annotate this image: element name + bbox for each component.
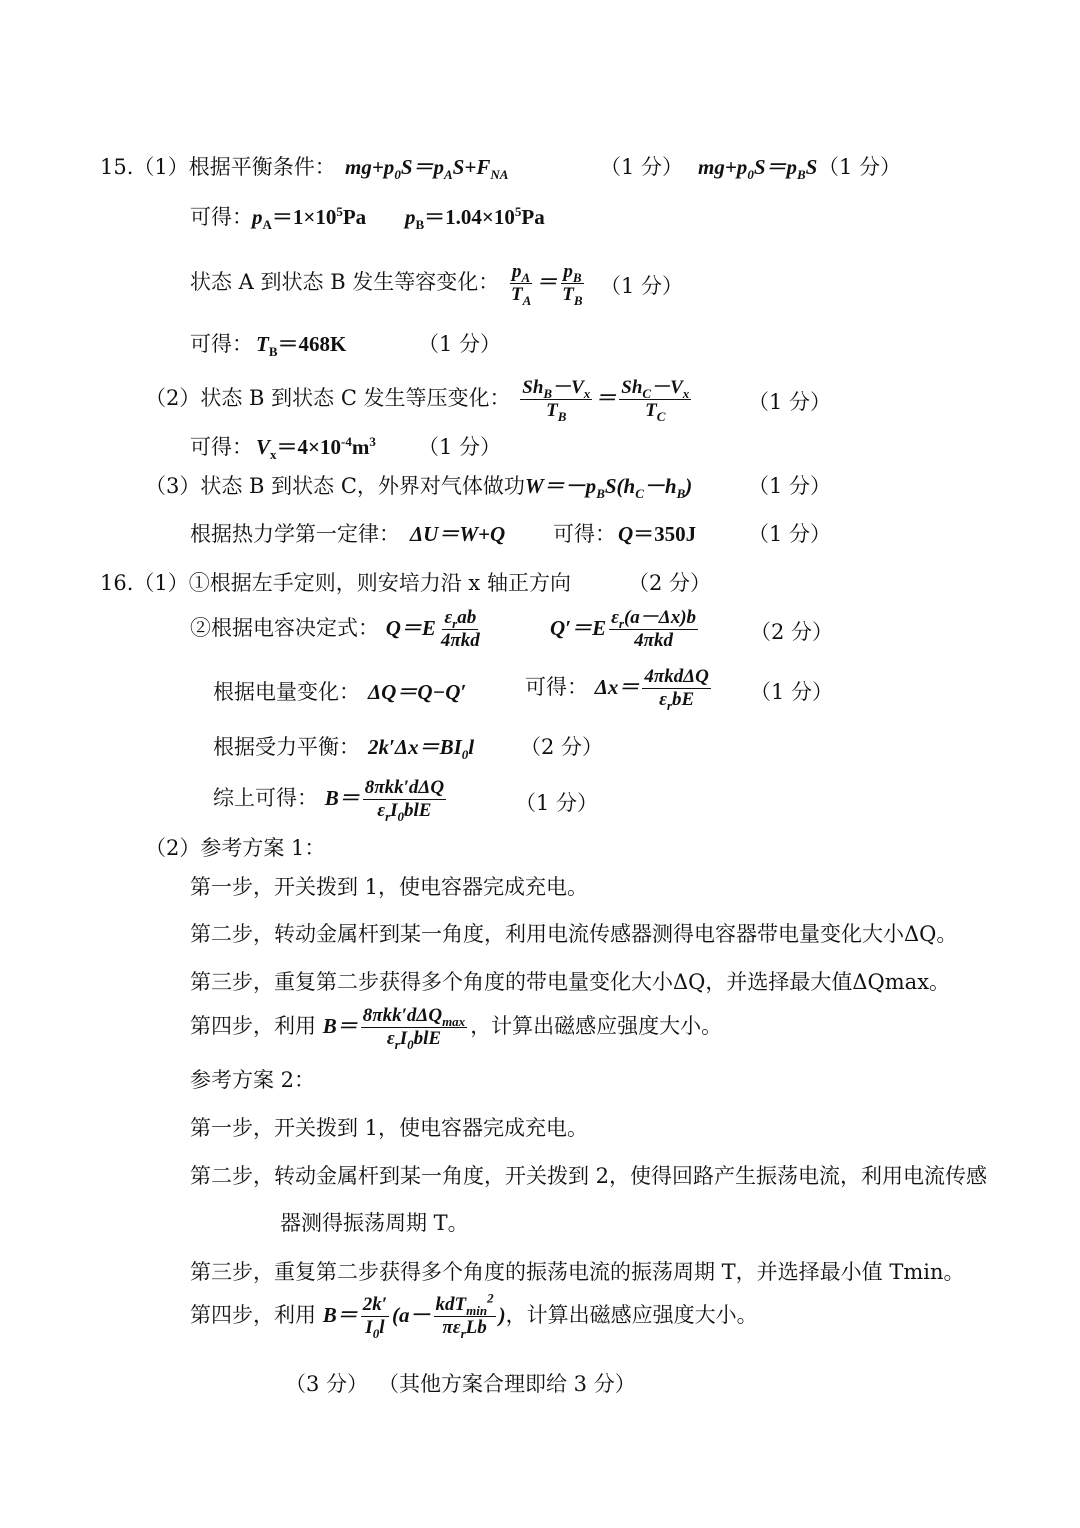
q15-TB-label: 可得： bbox=[190, 332, 253, 356]
q16-plan1-step2: 第二步，转动金属杆到某一角度，利用电流传感器测得电容器带电量变化大小ΔQ。 bbox=[190, 922, 958, 946]
q16-plan2-step2a: 第二步，转动金属杆到某一角度，开关拨到 2，使得回路产生振荡电流，利用电流传感 bbox=[190, 1164, 988, 1188]
q16-force-eq: $2k'\Delta x=BI_0l$ bbox=[368, 735, 475, 763]
q15-result-label: 可得： bbox=[190, 205, 253, 229]
q15-p3-points: （1 分） bbox=[748, 474, 832, 498]
q15-iso-line: 状态 A 到状态 B 发生等容变化： $\frac{p_A}{T_A}$ ＝ $\frac{p_B}{T_B}$ bbox=[190, 261, 583, 308]
q15-TB-value: $T_B=468K$ bbox=[256, 332, 347, 360]
q16-charge-points: （1 分） bbox=[750, 680, 834, 704]
q15-law-result-label: 可得： bbox=[553, 522, 616, 546]
q16-plan2-step4-pre: 第四步，利用 bbox=[190, 1302, 316, 1327]
q15-eq1: $mg+p_0S=p_AS+F_{NA}$ bbox=[345, 155, 509, 183]
q16-sum-points: （1 分） bbox=[515, 791, 599, 815]
q16-final-points: （3 分） bbox=[285, 1372, 369, 1396]
q16-plan2-title: 参考方案 2： bbox=[190, 1068, 316, 1092]
q16-plan2-step1: 第一步，开关拨到 1，使电容器完成充电。 bbox=[190, 1116, 589, 1140]
q16-plan2-step4: 第四步，利用 B＝ $\frac{2k'}{I_0l}$ (a－ $\frac{kdT_{min}^2}{\pi\varepsilon_rLb}$ )，计算出磁感应强度大小。 bbox=[190, 1290, 758, 1341]
q16-plan2-step2b: 器测得振荡周期 T。 bbox=[280, 1211, 469, 1235]
q16-plan1-step4: 第四步，利用 B＝ $\frac{8\pi kk'd\Delta Q_{max}}{\varepsilon_rI_0blE}$ ，计算出磁感应强度大小。 bbox=[190, 1005, 723, 1052]
q15-p3-eq: $W=-p_BS(h_C-h_B)$ bbox=[525, 474, 693, 502]
q16-plan1-step3: 第三步，重复第二步获得多个角度的带电量变化大小ΔQ，并选择最大值ΔQmax。 bbox=[190, 970, 951, 994]
q16-charge-frac: $\frac{\text{4πkdΔQ}}{\varepsilon_rbE}$ bbox=[644, 666, 709, 713]
q15-iso-frac-B: $\frac{p_B}{T_B}$ bbox=[562, 261, 583, 308]
q15-law-points: （1 分） bbox=[748, 522, 832, 546]
q16-sum-label: 综上可得： bbox=[213, 785, 318, 810]
q15-eq2: $mg+p_0S=p_BS$ bbox=[698, 155, 818, 183]
q15-eq2-points: （1 分） bbox=[818, 155, 902, 179]
q15-p2-result-label: 可得： bbox=[190, 435, 253, 459]
q15-p2-label: （2）状态 B 到状态 C 发生等压变化： bbox=[145, 385, 511, 410]
q16-plan1-step4-post: ，计算出磁感应强度大小。 bbox=[470, 1013, 723, 1038]
q15-law-eq: ΔU＝W+Q bbox=[410, 522, 506, 546]
q15-pB: $p_B=1.04\times 10^5Pa$ bbox=[405, 204, 545, 233]
q15-law-label: 根据热力学第一定律： bbox=[190, 522, 400, 546]
q15-p2-result: $V_x=4\times 10^{-4}m^3$ bbox=[256, 434, 376, 463]
q15-iso-label: 状态 A 到状态 B 发生等容变化： bbox=[190, 269, 500, 294]
q15-p1-line bbox=[100, 155, 336, 180]
q16-p1-points-a: （2 分） bbox=[628, 571, 712, 595]
q16-final-note: （其他方案合理即给 3 分） bbox=[378, 1372, 636, 1396]
q15-pA: $p_A=1\times 10^5Pa$ bbox=[252, 204, 367, 233]
q16-plan1-step4-frac: $\frac{8\pi kk'd\Delta Q_{max}}{\varepsilon_rI_0blE}$ bbox=[362, 1005, 466, 1052]
q15-iso-frac-A: $\frac{p_A}{T_A}$ bbox=[511, 261, 532, 308]
q15-p1-label: 15.（1）根据平衡条件： bbox=[100, 155, 336, 179]
q16-plan2-step4-frac2: $\frac{kdT_{min}^2}{\pi\varepsilon_rLb}$ bbox=[435, 1290, 494, 1341]
q15-p2-points: （1 分） bbox=[748, 390, 832, 414]
q15-law-result: Q＝350J bbox=[618, 522, 697, 546]
q15-TB-points: （1 分） bbox=[418, 332, 502, 356]
q15-eq1-points: （1 分） bbox=[600, 155, 684, 179]
q15-p2-line: （2）状态 B 到状态 C 发生等压变化： $\frac{Sh_B-V_x}{T_B}$ ＝ $\frac{Sh_C-V_x}{T_C}$ bbox=[145, 377, 690, 424]
q16-force-label: 根据受力平衡： bbox=[213, 735, 360, 759]
q16-cap-frac1: $\frac{\varepsilon_rab}{\text{4πkd}}$ bbox=[440, 607, 480, 651]
q16-cap-frac2: $\frac{\varepsilon_r(a-\Delta x)b}{\text{4πkd}}$ bbox=[611, 607, 697, 651]
q16-plan1-title: （2）参考方案 1： bbox=[145, 836, 326, 860]
q16-charge-result-line: 可得： Δx＝ $\frac{\text{4πkdΔQ}}{\varepsilon_rbE}$ bbox=[525, 666, 709, 713]
q16-cap-label: ②根据电容决定式： bbox=[190, 615, 379, 640]
q16-sum-frac: $\frac{\text{8πkk′dΔQ}}{\varepsilon_rI_0blE}$ bbox=[364, 777, 445, 824]
q15-p3-label: （3）状态 B 到状态 C，外界对气体做功 bbox=[145, 474, 525, 498]
q16-charge-label: 根据电量变化： bbox=[213, 680, 360, 704]
q16-cap-points: （2 分） bbox=[750, 620, 834, 644]
q16-charge-result-label: 可得： bbox=[525, 674, 588, 699]
q16-cap-line: ②根据电容决定式： Q＝E $\frac{\varepsilon_rab}{\text{4πkd}}$ bbox=[190, 607, 480, 651]
q16-plan1-step4-pre: 第四步，利用 bbox=[190, 1013, 316, 1038]
q16-cap-eq2: Q′＝E $\frac{\varepsilon_r(a-\Delta x)b}{\text{4πkd}}$ bbox=[550, 607, 697, 651]
q15-eq1-text bbox=[0, 0, 1, 1]
q16-charge-eq: ΔQ＝Q−Q′ bbox=[368, 680, 467, 704]
q15-p2-result-points: （1 分） bbox=[418, 435, 502, 459]
q16-plan2-step3: 第三步，重复第二步获得多个角度的振荡电流的振荡周期 T，并选择最小值 Tmin。 bbox=[190, 1260, 965, 1284]
q16-plan1-step1: 第一步，开关拨到 1，使电容器完成充电。 bbox=[190, 875, 589, 899]
q16-plan2-step4-post: ，计算出磁感应强度大小。 bbox=[505, 1302, 758, 1327]
q16-plan2-step4-frac1: $\frac{2k'}{I_0l}$ bbox=[362, 1294, 388, 1341]
q15-p2-frac-B: $\frac{Sh_B-V_x}{T_B}$ bbox=[522, 377, 591, 424]
q15-iso-points: （1 分） bbox=[600, 274, 684, 298]
q15-p2-frac-C: $\frac{Sh_C-V_x}{T_C}$ bbox=[621, 377, 690, 424]
q16-force-points: （2 分） bbox=[520, 735, 604, 759]
q16-sum-line: 综上可得： B＝ $\frac{\text{8πkk′dΔQ}}{\varepsilon_rI_0blE}$ bbox=[213, 777, 445, 824]
q16-p1-label: 16.（1）①根据左手定则，则安培力沿 x 轴正方向 bbox=[100, 571, 571, 595]
